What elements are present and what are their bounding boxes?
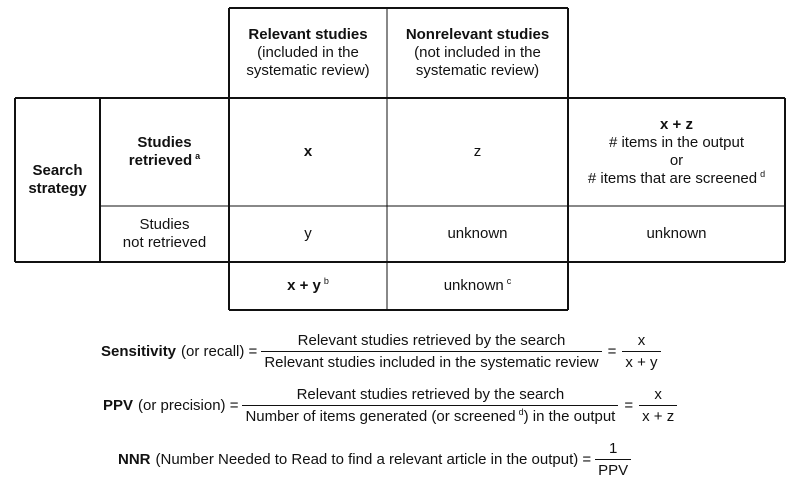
formula-ppv <box>103 386 681 425</box>
nnr-fraction <box>595 440 631 479</box>
nnr-qualifier: (Number Needed to Read to find a relevant article in the output) = <box>155 451 592 468</box>
sensitivity-fraction <box>261 332 601 371</box>
row-label-not-retrieved <box>100 206 229 262</box>
cell-total-relevant <box>229 262 387 310</box>
sensitivity-qualifier: (or recall) = <box>181 343 258 360</box>
header-nonrelevant-title: Nonrelevant studies <box>405 26 550 43</box>
header-nonrelevant-sub1: (not included in the <box>414 44 541 61</box>
formula-sensitivity <box>101 332 665 371</box>
retrieved-total-line1: x + z <box>660 116 693 133</box>
sensitivity-short-num: x <box>637 332 646 349</box>
sensitivity-short-den: x + y <box>622 351 660 371</box>
ppv-den-part1: Number of items generated (or screened <box>245 408 516 425</box>
cell-retrieved-nonrelevant: z <box>473 143 482 160</box>
nnr-name: NNR <box>118 451 151 468</box>
cell-not-retrieved-nonrelevant: unknown <box>447 225 508 242</box>
header-relevant-sub2: systematic review) <box>246 62 370 79</box>
header-relevant-sub1: (included in the <box>257 44 359 61</box>
row-label-not-retrieved-line2: not retrieved <box>122 234 207 251</box>
cell-total-nonrelevant <box>387 262 568 310</box>
cell-retrieved-relevant: x <box>303 143 313 160</box>
sensitivity-equals: = <box>607 343 617 360</box>
row-group-search-strategy <box>15 98 100 262</box>
ppv-short-num: x <box>654 386 662 403</box>
retrieved-total-line2: # items in the output <box>608 134 745 151</box>
ppv-denominator <box>242 405 618 425</box>
row-label-retrieved <box>100 98 229 206</box>
sensitivity-denominator: Relevant studies included in the systematic review <box>261 351 601 371</box>
sensitivity-numerator: Relevant studies retrieved by the search <box>297 332 566 349</box>
header-nonrelevant-sub2: systematic review) <box>415 62 540 79</box>
footnote-d-ppv: d <box>518 407 524 417</box>
row-group-line2: strategy <box>28 180 87 197</box>
row-label-retrieved-line1: Studies <box>137 134 192 151</box>
retrieved-total-line4: # items that are screened <box>587 170 758 187</box>
cell-not-retrieved-relevant: y <box>304 225 312 242</box>
ppv-short-den: x + z <box>639 405 677 425</box>
header-relevant-studies <box>229 8 387 98</box>
footnote-b: b <box>323 276 329 286</box>
ppv-numerator: Relevant studies retrieved by the search <box>296 386 565 403</box>
cell-retrieved-total <box>568 98 785 206</box>
retrieved-total-line3: or <box>669 152 684 169</box>
sensitivity-short-fraction <box>622 332 660 371</box>
ppv-den-part2: ) in the output <box>523 408 616 425</box>
ppv-qualifier: (or precision) = <box>138 397 239 414</box>
formula-nnr <box>118 440 635 479</box>
footnote-c: c <box>506 276 512 286</box>
footnote-d: d <box>760 169 766 179</box>
row-group-line1: Search <box>32 162 83 179</box>
cell-not-retrieved-total: unknown <box>646 225 707 242</box>
total-relevant-value: x + y <box>287 277 321 294</box>
ppv-fraction <box>242 386 618 425</box>
sensitivity-name: Sensitivity <box>101 343 177 360</box>
nnr-numerator: 1 <box>609 440 618 457</box>
row-label-not-retrieved-line1: Studies <box>139 216 190 233</box>
ppv-equals: = <box>624 397 634 414</box>
header-nonrelevant-studies <box>387 8 568 98</box>
ppv-short-fraction <box>639 386 677 425</box>
footnote-a: a <box>195 151 201 161</box>
header-relevant-title: Relevant studies <box>248 26 368 43</box>
row-label-retrieved-line2: retrieved <box>128 152 193 169</box>
nnr-denominator: PPV <box>595 459 631 479</box>
ppv-name: PPV <box>103 397 134 414</box>
total-nonrelevant-value: unknown <box>443 277 504 294</box>
